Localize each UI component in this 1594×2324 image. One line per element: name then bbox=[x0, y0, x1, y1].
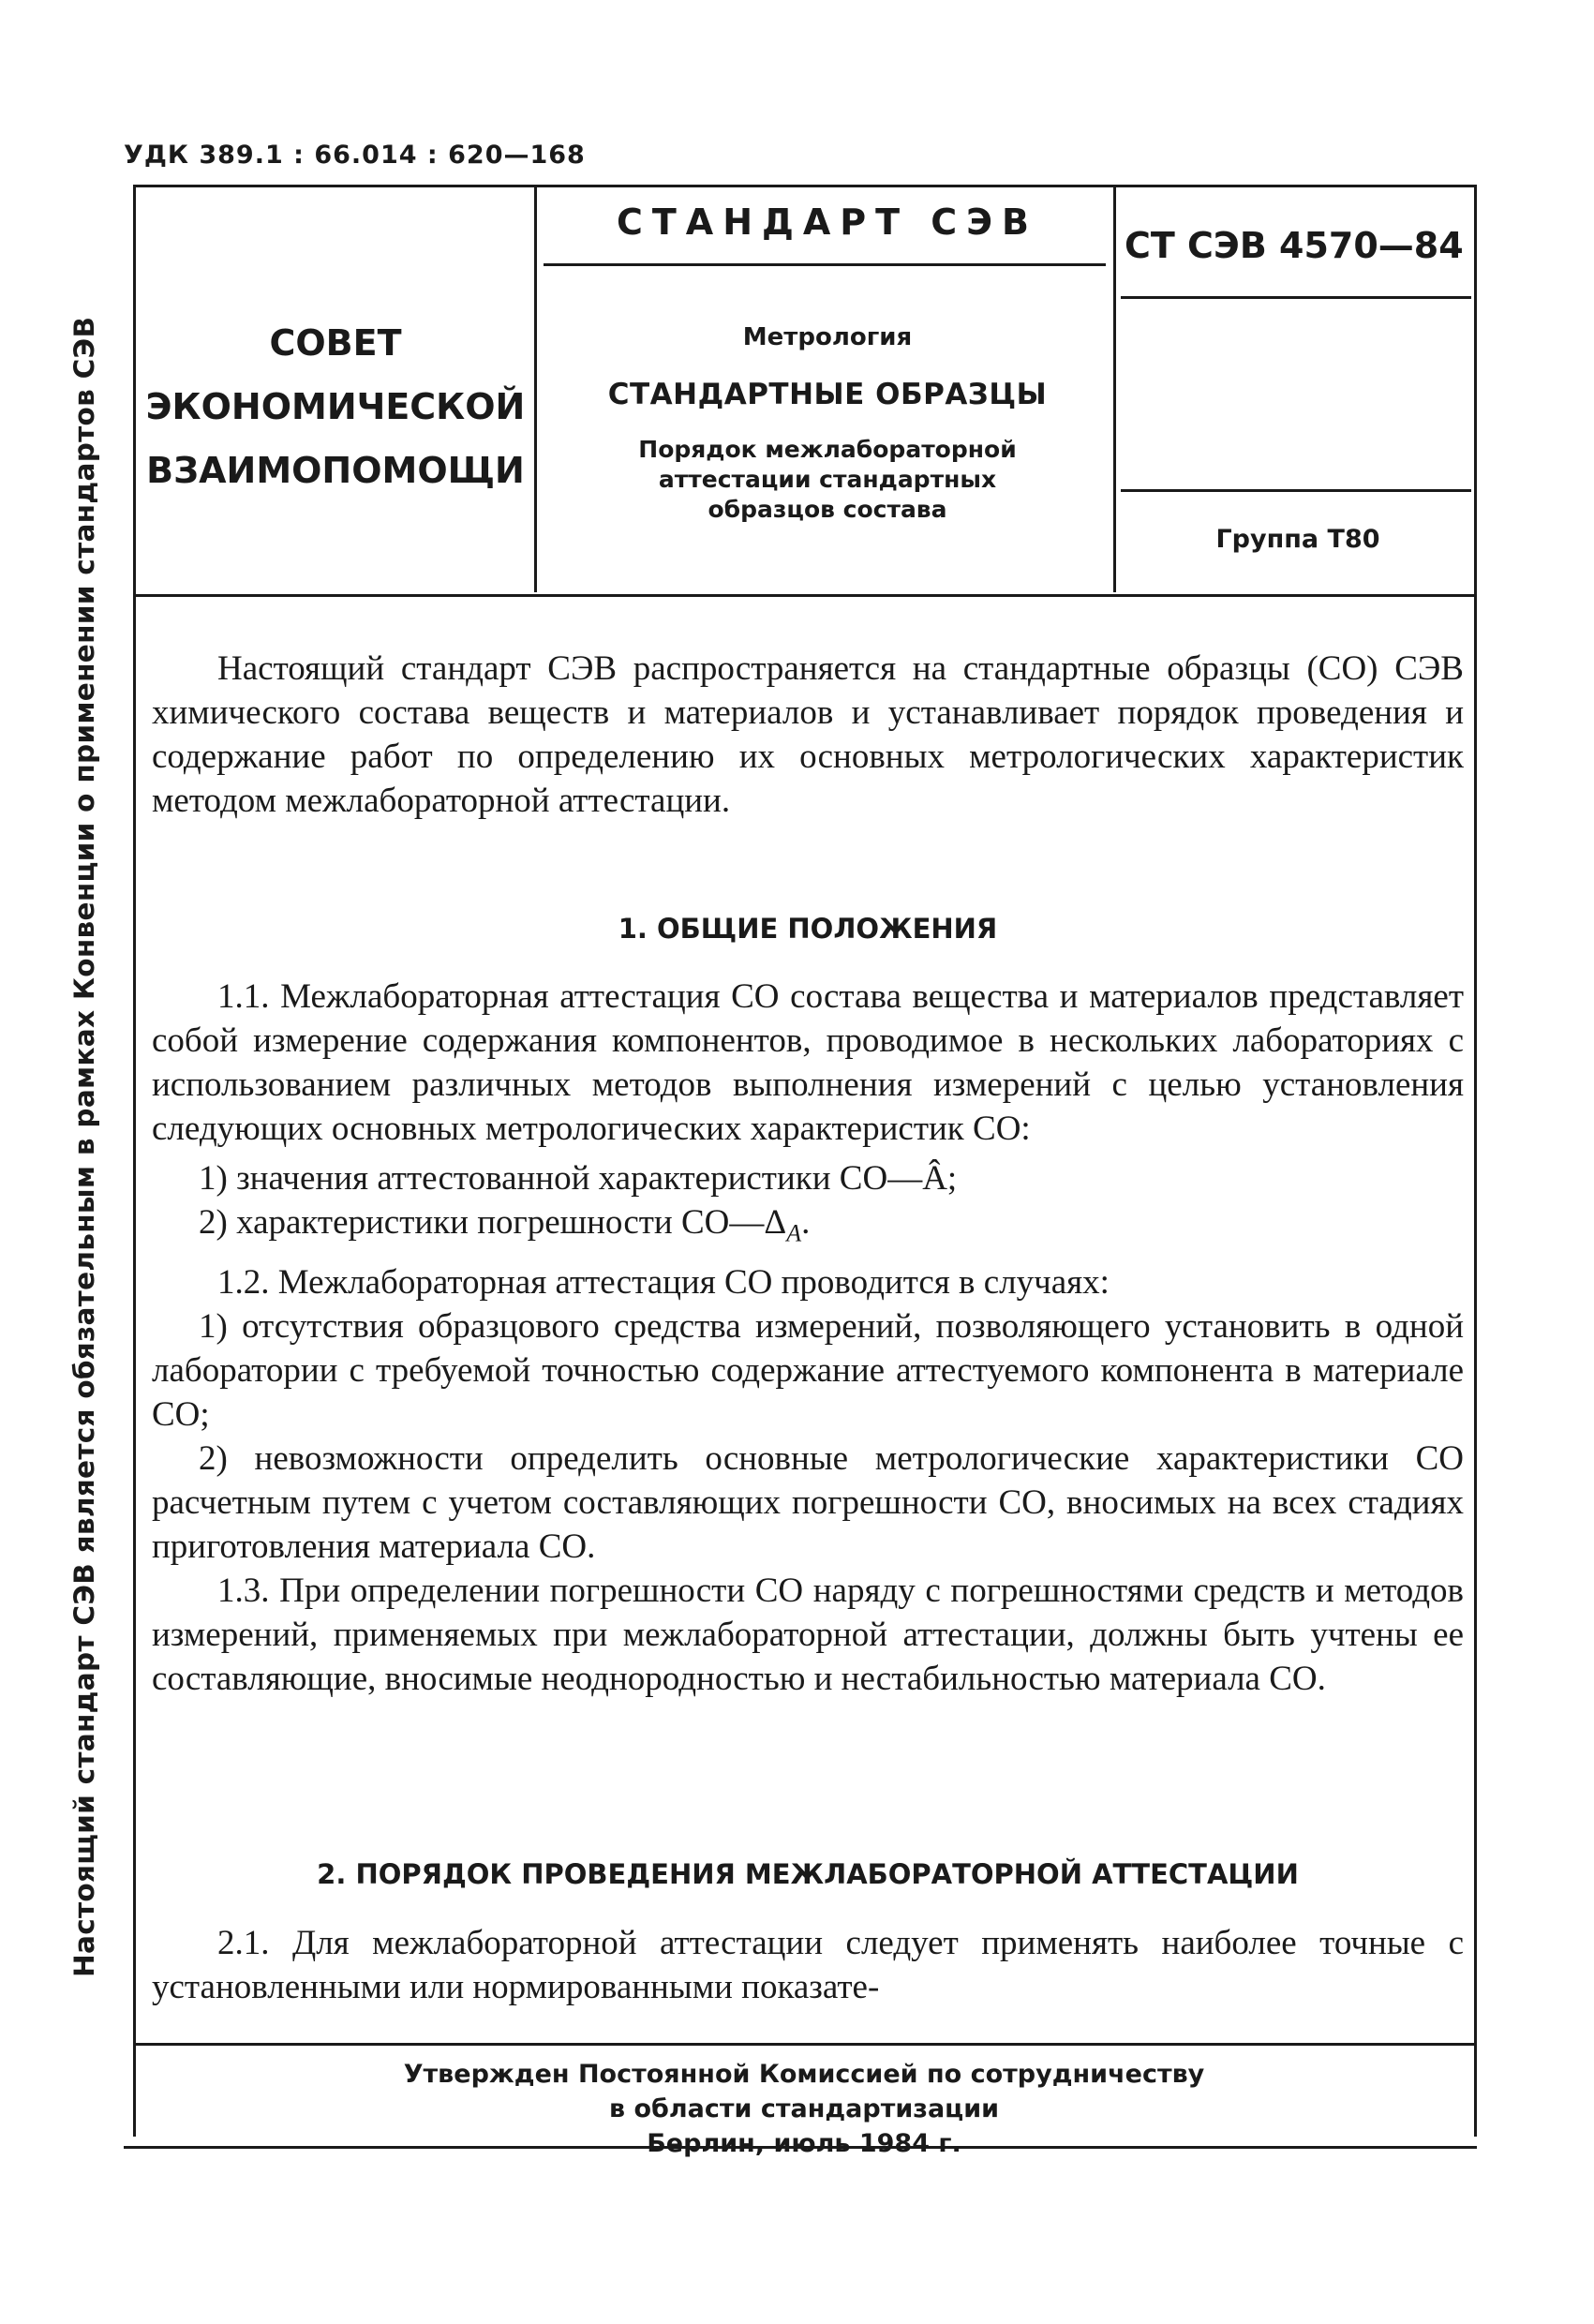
council-line-2: ЭКОНОМИЧЕСКОЙ bbox=[145, 386, 526, 427]
procedure-subtitle bbox=[542, 435, 1113, 525]
list-item-2-subscript: A bbox=[786, 1219, 802, 1247]
council-name bbox=[137, 311, 534, 502]
side-note: Настоящий стандарт СЭВ является обязательным в рамках Конвенции о применении стандартов СЭВ bbox=[68, 316, 100, 1977]
procedure-line-2: аттестации стандартных bbox=[658, 466, 997, 493]
list-item-2-text: 2) характеристики погрешности СО—Δ bbox=[199, 1203, 787, 1242]
header-bottom-rule bbox=[133, 594, 1477, 597]
council-line-3: ВЗАИМОПОМОЩИ bbox=[146, 450, 525, 491]
list-item-2-end: . bbox=[801, 1203, 811, 1242]
intro-section bbox=[152, 647, 1464, 823]
case-item-1: 1) отсутствия образцового средства измерений, позволяющего установить в одной лаборатории с требуемой точностью содержание аттестуемого компонента в материале СО; bbox=[152, 1307, 1464, 1435]
approval-footer bbox=[137, 2057, 1471, 2161]
standard-title-block bbox=[542, 319, 1113, 525]
clause-2-1: 2.1. Для межлабораторной аттестации следует применять наиболее точные с установленными или нормированными показате- bbox=[152, 1924, 1464, 2006]
section-2-title: 2. ПОРЯДОК ПРОВЕДЕНИЯ МЕЖЛАБОРАТОРНОЙ АТТЕСТАЦИИ bbox=[317, 1858, 1299, 1890]
group-label: Группа Т80 bbox=[1215, 525, 1380, 554]
list-item-1: 1) значения аттестованной характеристики СО—Â; bbox=[199, 1159, 958, 1198]
approval-line-1: Утвержден Постоянной Комиссией по сотрудничеству bbox=[403, 2060, 1205, 2089]
approval-line-3: Берлин, июль 1984 г. bbox=[647, 2129, 961, 2158]
section-1-body bbox=[152, 975, 1464, 1701]
case-item-2: 2) невозможности определить основные метрологические характеристики СО расчетным путем с учетом составляющих погрешности СО, вносимых на всех стадиях приготовления материала СО. bbox=[152, 1439, 1464, 1567]
header-rule-center bbox=[544, 263, 1106, 266]
council-line-1: СОВЕТ bbox=[269, 322, 402, 364]
header-rule-right-2 bbox=[1121, 489, 1471, 492]
header-rule-right-1 bbox=[1121, 296, 1471, 299]
intro-paragraph: Настоящий стандарт СЭВ распространяется на стандартные образцы (СО) СЭВ химического состава веществ и материалов и устанавливает порядок проведения и содержание работ по определению их основных метрологических характеристик методом межлабораторной аттестации. bbox=[152, 649, 1464, 820]
clause-1-3: 1.3. При определении погрешности СО наряду с погрешностями средств и методов измерений, применяемых при межлабораторной аттестации, должны быть учтены ее составляющие, вносимые неоднородностью и нестабильностью материала СО. bbox=[152, 1572, 1464, 1699]
clause-1-1: 1.1. Межлабораторная аттестация СО состава вещества и материалов представляет собой измерение содержания компонентов, проводимое в нескольких лабораториях с использованием различных методов выполнения измерений с целью установления следующих основных метрологических характеристик СО: bbox=[152, 977, 1464, 1148]
footer-rule-top bbox=[133, 2043, 1477, 2046]
approval-line-2: в области стандартизации bbox=[608, 2094, 1000, 2123]
list-item-2 bbox=[152, 1200, 1464, 1255]
header-divider-left bbox=[534, 187, 537, 592]
udk-code: УДК 389.1 : 66.014 : 620—168 bbox=[124, 141, 586, 170]
standard-samples-title: СТАНДАРТНЫЕ ОБРАЗЦЫ bbox=[607, 378, 1048, 411]
procedure-line-3: образцов состава bbox=[708, 496, 947, 523]
standard-code: СТ СЭВ 4570—84 bbox=[1125, 225, 1464, 266]
section-1-title: 1. ОБЩИЕ ПОЛОЖЕНИЯ bbox=[618, 913, 998, 945]
metrology-label: Метрология bbox=[742, 323, 913, 351]
standard-label: СТАНДАРТ СЭВ bbox=[616, 201, 1038, 243]
header-divider-right bbox=[1113, 187, 1116, 592]
section-2-body bbox=[152, 1921, 1464, 2009]
clause-1-2: 1.2. Межлабораторная аттестация СО проводится в случаях: bbox=[217, 1263, 1110, 1303]
procedure-line-1: Порядок межлабораторной bbox=[638, 436, 1017, 463]
